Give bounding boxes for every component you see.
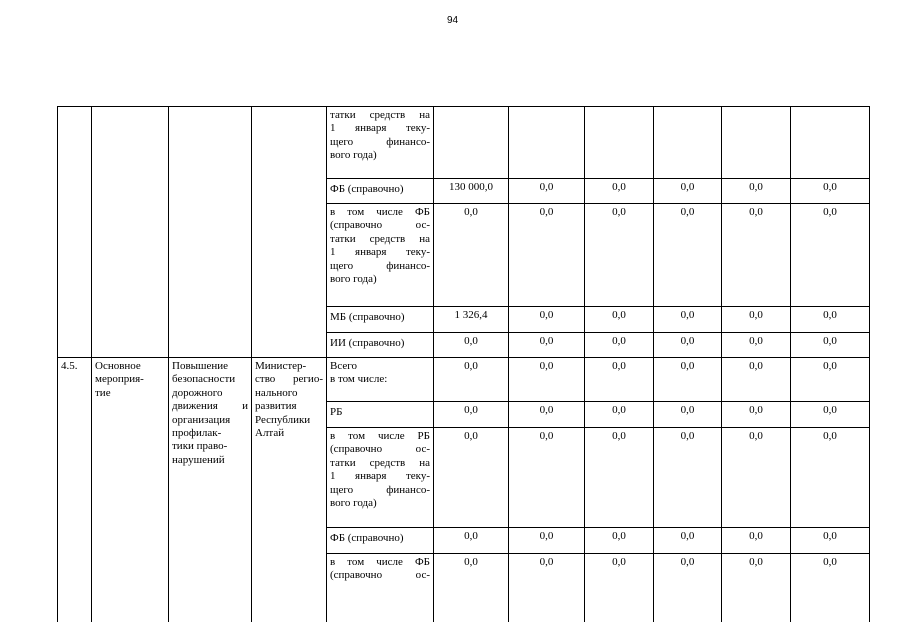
value-cell: 1 326,4 — [434, 307, 509, 333]
text-line: Алтай — [255, 427, 285, 440]
value-cell: 0,0 — [585, 204, 654, 307]
text-line: ФБ (справочно) — [330, 532, 404, 544]
value-cell: 0,0 — [791, 528, 870, 554]
text-line: нального — [255, 386, 298, 399]
funding-source-cell — [327, 179, 434, 204]
funding-source-cell — [327, 107, 434, 179]
value-cell: 0,0 — [585, 528, 654, 554]
text-line: 1 января теку- — [330, 122, 430, 135]
text-line: татки средств на — [330, 232, 430, 245]
value-cell: 130 000,0 — [434, 179, 509, 204]
value-cell — [791, 107, 870, 179]
value-cell: 0,0 — [509, 554, 585, 622]
value-cell: 0,0 — [791, 554, 870, 622]
text-line: вого года) — [330, 149, 377, 162]
name-cell — [169, 107, 252, 358]
item-executor — [252, 358, 327, 622]
budget-table — [57, 106, 870, 622]
text-line: движения и — [172, 400, 248, 413]
funding-source-cell — [327, 428, 434, 528]
text-line: Повышение — [172, 360, 229, 372]
value-cell: 0,0 — [722, 358, 791, 402]
type-cell — [92, 107, 169, 358]
value-cell — [654, 107, 722, 179]
value-cell: 0,0 — [654, 554, 722, 622]
value-cell — [509, 107, 585, 179]
value-cell: 0,0 — [585, 402, 654, 428]
funding-source-cell — [327, 358, 434, 402]
value-cell: 0,0 — [509, 307, 585, 333]
value-cell: 0,0 — [509, 179, 585, 204]
text-line: мероприя- — [95, 373, 144, 386]
text-line: в том числе ФБ — [330, 556, 430, 568]
value-cell: 0,0 — [654, 528, 722, 554]
value-cell: 0,0 — [654, 402, 722, 428]
text-line: РБ — [330, 406, 343, 418]
value-cell: 0,0 — [585, 179, 654, 204]
value-cell: 0,0 — [509, 333, 585, 358]
value-cell: 0,0 — [791, 307, 870, 333]
value-cell: 0,0 — [434, 358, 509, 402]
text-line: Всего — [330, 360, 357, 372]
text-line: вого года) — [330, 273, 377, 286]
text-line: МБ (справочно) — [330, 311, 405, 323]
text-line: в том числе ФБ — [330, 206, 430, 218]
value-cell: 0,0 — [722, 179, 791, 204]
text-line: 1 января теку- — [330, 470, 430, 483]
value-cell: 0,0 — [722, 204, 791, 307]
value-cell — [434, 107, 509, 179]
value-cell: 0,0 — [722, 402, 791, 428]
value-cell: 0,0 — [791, 179, 870, 204]
text-line: дорожного — [172, 386, 223, 399]
value-cell — [585, 107, 654, 179]
text-line: тие — [95, 386, 111, 399]
value-cell: 0,0 — [722, 554, 791, 622]
funding-source-cell — [327, 307, 434, 333]
text-line: ство регио- — [255, 373, 323, 386]
funding-source-cell — [327, 402, 434, 428]
value-cell: 0,0 — [791, 358, 870, 402]
funding-source-cell — [327, 333, 434, 358]
page-number: 94 — [446, 15, 459, 26]
value-cell: 0,0 — [509, 204, 585, 307]
value-cell: 0,0 — [654, 204, 722, 307]
value-cell: 0,0 — [791, 428, 870, 528]
text-line: татки средств на — [330, 109, 430, 121]
text-line: (справочно ос- — [330, 569, 430, 582]
text-line: организация — [172, 413, 231, 426]
text-line: тики право- — [172, 440, 228, 453]
value-cell: 0,0 — [722, 428, 791, 528]
value-cell: 0,0 — [654, 333, 722, 358]
text-line: профилак- — [172, 427, 222, 440]
text-line: (справочно ос- — [330, 443, 430, 456]
item-name — [169, 358, 252, 622]
value-cell: 0,0 — [434, 402, 509, 428]
table-row — [58, 358, 870, 402]
value-cell: 0,0 — [722, 307, 791, 333]
value-cell: 0,0 — [509, 402, 585, 428]
value-cell: 0,0 — [509, 428, 585, 528]
text-line: (справочно ос- — [330, 219, 430, 232]
text-line: Основное — [95, 360, 141, 372]
item-type — [92, 358, 169, 622]
value-cell: 0,0 — [654, 428, 722, 528]
text-line: безопасности — [172, 373, 236, 386]
number-cell — [58, 107, 92, 358]
text-line: щего финансо- — [330, 259, 430, 272]
value-cell: 0,0 — [434, 428, 509, 528]
text-line: 1 января теку- — [330, 246, 430, 259]
value-cell: 0,0 — [654, 307, 722, 333]
text-line: в том числе: — [330, 373, 388, 386]
value-cell: 0,0 — [585, 358, 654, 402]
value-cell: 0,0 — [585, 428, 654, 528]
value-cell: 0,0 — [791, 204, 870, 307]
value-cell: 0,0 — [791, 402, 870, 428]
value-cell: 0,0 — [585, 554, 654, 622]
text-line: щего финансо- — [330, 483, 430, 496]
value-cell: 0,0 — [585, 333, 654, 358]
funding-source-cell — [327, 554, 434, 622]
value-cell: 0,0 — [434, 333, 509, 358]
text-line: развития — [255, 400, 297, 413]
value-cell: 0,0 — [585, 307, 654, 333]
executor-cell — [252, 107, 327, 358]
text-line: нарушений — [172, 453, 225, 466]
text-line: Министер- — [255, 360, 307, 372]
value-cell: 0,0 — [654, 358, 722, 402]
value-cell: 0,0 — [434, 528, 509, 554]
funding-source-cell — [327, 528, 434, 554]
value-cell — [722, 107, 791, 179]
text-line: Республики — [255, 413, 311, 426]
item-number: 4.5. — [58, 358, 92, 622]
text-line: вого года) — [330, 497, 377, 510]
value-cell: 0,0 — [791, 333, 870, 358]
value-cell: 0,0 — [722, 333, 791, 358]
table-row — [58, 107, 870, 179]
value-cell: 0,0 — [434, 554, 509, 622]
text-line: татки средств на — [330, 456, 430, 469]
value-cell: 0,0 — [654, 179, 722, 204]
value-cell: 0,0 — [509, 528, 585, 554]
text-line: ФБ (справочно) — [330, 183, 404, 195]
text-line: в том числе РБ — [330, 430, 430, 442]
value-cell: 0,0 — [509, 358, 585, 402]
text-line: щего финансо- — [330, 135, 430, 148]
funding-source-cell — [327, 204, 434, 307]
text-line: ИИ (справочно) — [330, 337, 405, 349]
value-cell: 0,0 — [722, 528, 791, 554]
value-cell: 0,0 — [434, 204, 509, 307]
